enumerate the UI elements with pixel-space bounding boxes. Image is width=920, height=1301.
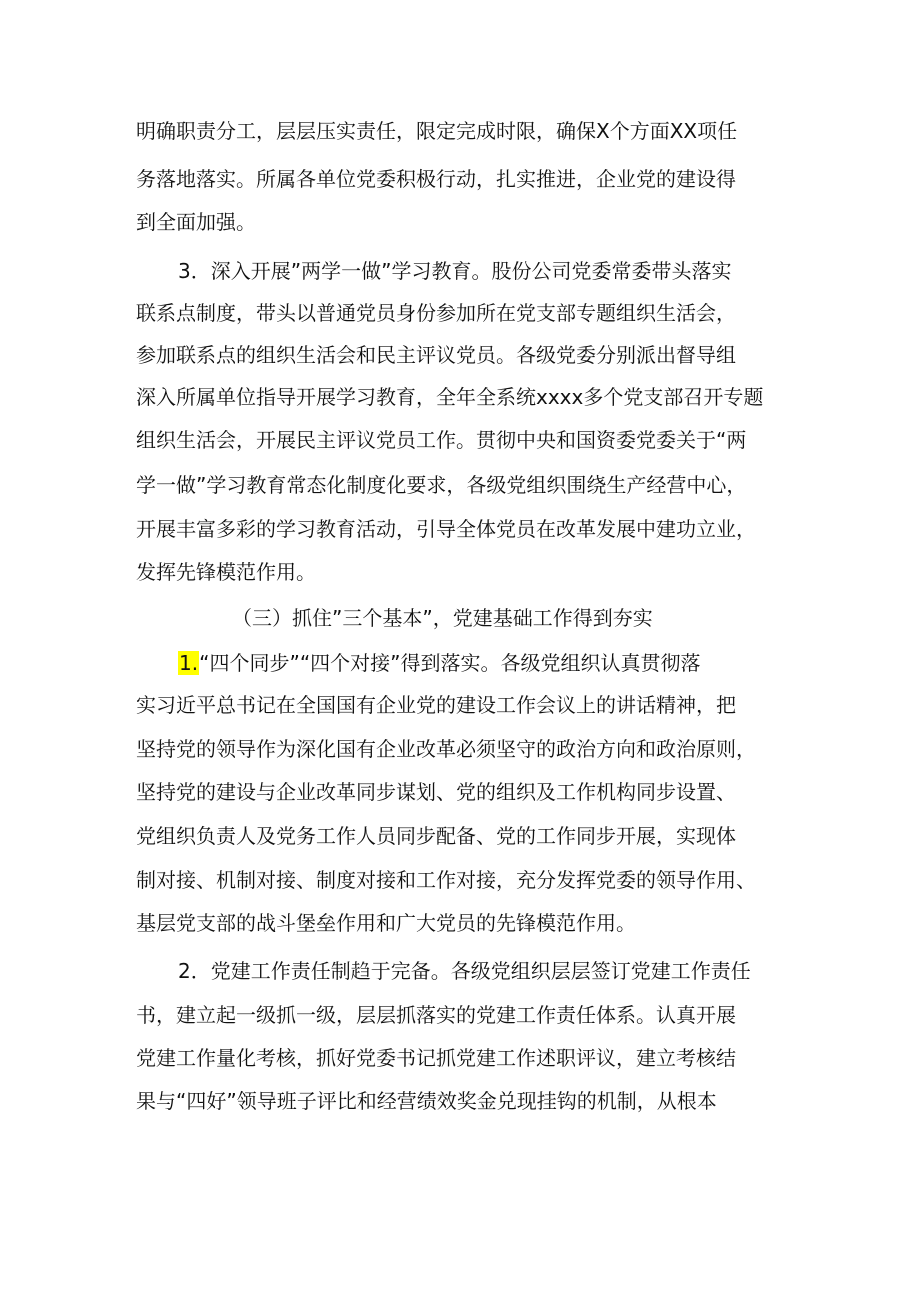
text-line: 组织生活会，开展民主评议党员工作。贯彻中央和国资委党委关于“两 bbox=[136, 428, 747, 452]
text-line: “四个同步”“四个对接”得到落实。各级党组织认真贯彻落 bbox=[199, 651, 701, 675]
text-line: 参加联系点的组织生活会和民主评议党员。各级党委分别派出督导组 bbox=[136, 343, 736, 367]
paragraph-start-line: 3．深入开展”两学一做”学习教育。股份公司党委常委带头落实 bbox=[178, 259, 732, 283]
text-line: 开展丰富多彩的学习教育活动，引导全体党员在改革发展中建功立业， bbox=[136, 517, 756, 541]
text-line: 果与“四好”领导班子评比和经营绩效奖金兑现挂钩的机制，从根本 bbox=[136, 1089, 717, 1113]
text-line: 发挥先锋模范作用。 bbox=[136, 560, 316, 584]
paragraph-start-line: 2．党建工作责任制趋于完备。各级党组织层层签订党建工作责任 bbox=[178, 959, 751, 983]
text-line: 党建工作量化考核，抓好党委书记抓党建工作述职评议，建立考核结 bbox=[136, 1046, 736, 1070]
text-line: 深入所属单位指导开展学习教育，全年全系统xxxx多个党支部召开专题 bbox=[136, 385, 764, 409]
text-line: 基层党支部的战斗堡垒作用和广大党员的先锋模范作用。 bbox=[136, 911, 636, 935]
text-line: 明确职责分工，层层压实责任，限定完成时限，确保X个方面XX项任 bbox=[136, 119, 738, 143]
text-line: 实习近平总书记在全国国有企业党的建设工作会议上的讲话精神，把 bbox=[136, 693, 736, 717]
text-line: 务落地落实。所属各单位党委积极行动，扎实推进，企业党的建设得 bbox=[136, 167, 736, 191]
text-line: 制对接、机制对接、制度对接和工作对接，充分发挥党委的领导作用、 bbox=[136, 868, 756, 892]
text-line: 坚持党的建设与企业改革同步谋划、党的组织及工作机构同步设置、 bbox=[136, 780, 736, 804]
highlighted-marker: 1. bbox=[179, 651, 199, 675]
section-heading: （三）抓住”三个基本”，党建基础工作得到夯实 bbox=[232, 606, 653, 630]
paragraph-start-line bbox=[178, 648, 838, 678]
text-line: 联系点制度，带头以普通党员身份参加所在党支部专题组织生活会， bbox=[136, 301, 736, 325]
text-line: 党组织负责人及党务工作人员同步配备、党的工作同步开展，实现体 bbox=[136, 824, 736, 848]
text-line: 到全面加强。 bbox=[136, 210, 256, 234]
text-line: 坚持党的领导作为深化国有企业改革必须坚守的政治方向和政治原则， bbox=[136, 737, 756, 761]
text-line: 学一做”学习教育常态化制度化要求，各级党组织围绕生产经营中心， bbox=[136, 473, 747, 497]
text-line: 书，建立起一级抓一级，层层抓落实的党建工作责任体系。认真开展 bbox=[136, 1003, 736, 1027]
